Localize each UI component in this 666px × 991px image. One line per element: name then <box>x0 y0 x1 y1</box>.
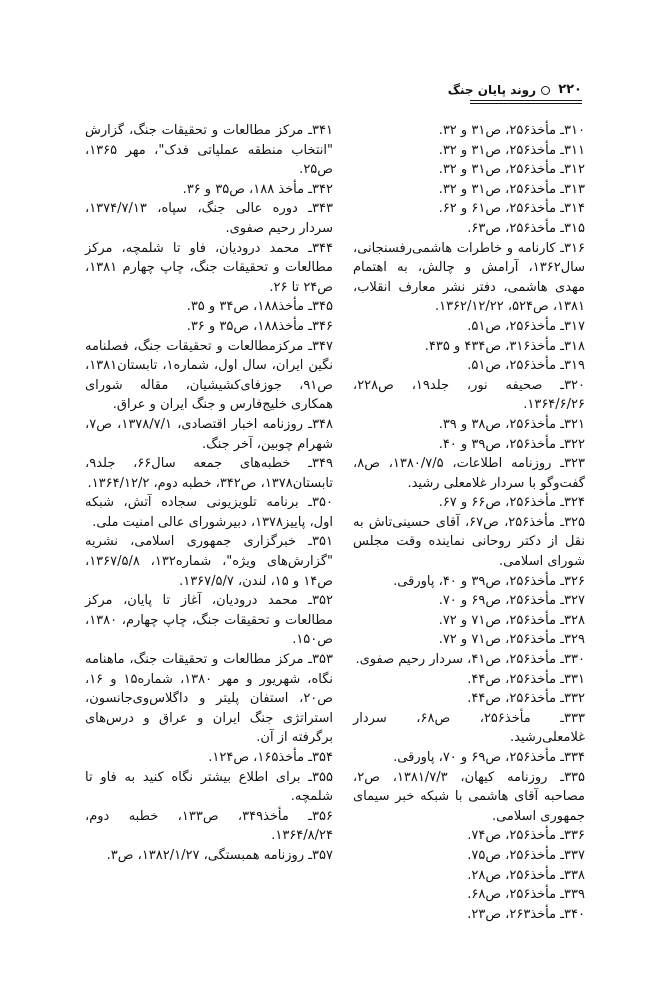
endnote-entry: ۳۳۶ـ مأخذ۲۵۶، ص۷۴. <box>467 828 585 844</box>
endnote-entry: ۳۴۱ـ مرکز مطالعات و تحقیقات جنگ، گزارش "انتخاب منطقه عملیاتی فدک"، مهر ۱۳۶۵، ص۲۵. <box>85 123 333 178</box>
endnote-entry: ۳۳۹ـ مأخذ۲۵۶، ص۶۸. <box>467 887 585 903</box>
endnote-entry: ۳۱۸ـ مأخذ۳۱۶، ص۴۳۴ و ۴۳۵. <box>424 338 585 354</box>
endnote-entry: ۳۴۰ـ مأخذ۲۶۳، ص۲۳. <box>467 906 585 922</box>
endnote-entry: ۳۴۶ـ مأخذ۱۸۸، ص۳۵ و ۳۶. <box>186 318 333 334</box>
endnote-entry: ۳۴۹ـ خطبه‌های جمعه سال۶۶، جلد۹، تابستان۱۳۷۸، ص۳۴۲، خطبه دوم، ۱۳۶۴/۱۲/۲. <box>85 456 333 491</box>
endnote-entry: ۳۲۸ـ مأخذ۲۵۶، ص۷۱ و ۷۲. <box>438 612 585 628</box>
endnote-entry: ۳۱۷ـ مأخذ۲۵۶، ص۵۱. <box>467 318 585 334</box>
endnote-entry: ۳۵۴ـ مأخذ۱۶۵، ص۱۲۴. <box>208 750 333 765</box>
endnote-entry: ۳۱۱ـ مأخذ۲۵۶، ص۳۱ و ۳۲. <box>438 142 585 158</box>
endnote-entry: ۳۴۷ـ مرکزمطالعات و تحقیقات جنگ، فصلنامه نگین ایران، سال اول، شماره۱، تابستان۱۳۸۱، ص۹۱، جوزفای‌کشیشیان، مقاله شورای همکاری خلیج‌فارس و جنگ ایران و عراق. <box>85 338 333 413</box>
page-number: ۲۲۰ <box>558 82 582 97</box>
endnote-entry: ۳۱۴ـ مأخذ۲۵۶، ص۶۱ و ۶۲. <box>438 201 585 217</box>
endnote-entry: ۳۲۳ـ روزنامه اطلاعات، ۱۳۸۰/۷/۵، ص۸، گفت‌وگو با سردار غلامعلی رشید. <box>353 456 586 491</box>
endnotes-right-column <box>353 121 585 924</box>
chapter-title: روند پایان جنگ <box>447 83 536 97</box>
endnote-entry: ۳۵۶ـ مأخذ۳۴۹، ص۱۳۳، خطبه دوم، ۱۳۶۴/۸/۲۴. <box>85 808 333 844</box>
endnote-entry: ۳۳۰ـ مأخذ۲۵۶، ص۴۱، سردار رحیم صفوی. <box>355 652 585 668</box>
endnote-entry: ۳۵۵ـ برای اطلاع بیشتر نگاه کنید به فاو تا شلمچه. <box>85 769 333 805</box>
endnote-entry: ۳۲۵ـ مأخذ۲۵۶، ص۶۷، آقای حسینی‌تاش به نقل از دکتر روحانی نماینده وقت مجلس شورای اسلامی. <box>353 514 586 570</box>
endnote-entry: ۳۱۲ـ مأخذ۲۵۶، ص۳۱ و ۳۲. <box>438 162 585 178</box>
endnote-entry: ۳۳۱ـ مأخذ۲۵۶، ص۴۴. <box>467 671 585 687</box>
endnote-entry: ۳۳۳ـ مأخذ۲۵۶، ص۶۸، سردار غلامعلی‌رشید. <box>353 710 585 746</box>
endnote-entry: ۳۳۲ـ مأخذ۲۵۶، ص۴۴. <box>467 691 585 707</box>
endnote-entry: ۳۲۹ـ مأخذ۲۵۶، ص۷۱ و ۷۲. <box>438 632 585 648</box>
header-double-rule <box>470 100 582 104</box>
endnote-entry: ۳۱۶ـ کارنامه و خاطرات هاشمی‌رفسنجانی، سال۱۳۶۲، آرامش و چالش، به اهتمام مهدی هاشمی، دفتر نشر معارف انقلاب، ۱۳۸۱، ص۵۲۴، ۱۳۶۲/۱۲/۲۲. <box>353 240 585 315</box>
endnote-entry: ۳۲۶ـ مأخذ۲۵۶، ص۳۹ و ۴۰، پاورقی. <box>393 573 585 589</box>
endnote-entry: ۳۱۳ـ مأخذ۲۵۶، ص۳۱ و ۳۲. <box>438 181 585 197</box>
endnote-entry: ۳۵۷ـ روزنامه همبستگی، ۱۳۸۲/۱/۲۷، ص۳. <box>106 847 333 863</box>
endnote-entry: ۳۵۳ـ مرکز مطالعات و تحقیقات جنگ، ماهنامه نگاه، شهریور و مهر ۱۳۸۰، شماره۱۵ و ۱۶، ص۲۰، استفان پلیتر و داگلاس‌وی‌جانسون، استراتژی جنگ ایران و عراق و درس‌های برگرفته از آن. <box>85 652 334 746</box>
endnote-entry: ۳۴۴ـ محمد درودیان، فاو تا شلمچه، مرکز مطالعات و تحقیقات جنگ، چاپ چهارم ۱۳۸۱، ص۲۴ تا ۲۶. <box>85 240 333 295</box>
endnote-entry: ۳۳۵ـ روزنامه کیهان، ۱۳۸۱/۷/۳، ص۲، مصاحبه آقای هاشمی با شبکه خبر سیمای جمهوری اسلامی. <box>353 769 586 824</box>
endnote-entry: ۳۲۴ـ مأخذ۲۵۶، ص۶۶ و ۶۷. <box>438 495 585 511</box>
endnote-entry: ۳۳۸ـ مأخذ۲۵۶، ص۲۸. <box>467 867 585 883</box>
endnote-entry: ۳۱۹ـ مأخذ۲۵۶، ص۵۱. <box>467 358 585 374</box>
endnote-entry: ۳۳۷ـ مأخذ۲۵۶، ص۷۵. <box>467 847 585 863</box>
running-header <box>447 82 582 102</box>
endnotes-left-column <box>85 121 333 866</box>
endnote-entry: ۳۲۰ـ صحیفه نور، جلد۱۹، ص۲۲۸، ۱۳۶۴/۶/۲۶. <box>353 377 586 413</box>
endnote-entry: ۳۴۵ـ مأخذ۱۸۸، ص۳۴ و ۳۵. <box>186 299 333 315</box>
endnote-entry: ۳۳۴ـ مأخذ۲۵۶، ص۶۹ و ۷۰، پاورقی. <box>393 750 585 765</box>
endnote-entry: ۳۱۵ـ مأخذ۲۵۶، ص۶۳. <box>467 220 585 236</box>
endnote-entry: ۳۲۱ـ مأخذ۲۵۶، ص۳۸ و ۳۹. <box>438 416 585 432</box>
endnote-entry: ۳۱۰ـ مأخذ۲۵۶، ص۳۱ و ۳۲. <box>438 123 585 138</box>
endnote-entry: ۳۲۲ـ مأخذ۲۵۶، ص۳۹ و ۴۰. <box>438 436 585 452</box>
endnote-entry: ۳۵۱ـ خبرگزاری جمهوری اسلامی، نشریه "گزارش‌های ویژه"، شماره۱۳۲، ۱۳۶۷/۵/۸، ص۱۴ و ۱۵، لندن، ۱۳۶۷/۵/۷. <box>85 534 334 589</box>
endnote-entry: ۳۵۰ـ برنامه تلویزیونی سجاده آتش، شبکه اول، پاییز۱۳۷۸، دبیرشورای عالی امنیت ملی. <box>85 495 333 530</box>
endnote-entry: ۳۴۳ـ دوره عالی جنگ، سپاه، ۱۳۷۴/۷/۱۳، سردار رحیم صفوی. <box>85 201 333 236</box>
endnote-entry: ۳۵۲ـ محمد درودیان، آغاز تا پایان، مرکز مطالعات و تحقیقات جنگ، چاپ چهارم، ۱۳۸۰، ص۱۵۰. <box>85 593 333 648</box>
endnote-entry: ۳۴۸ـ روزنامه اخبار اقتصادی، ۱۳۷۸/۷/۱، ص۷، شهرام چوبین، آخر جنگ. <box>85 416 334 452</box>
endnote-entry: ۳۴۲ـ مأخذ ۱۸۸، ص۳۵ و ۳۶. <box>182 181 333 197</box>
endnote-entry: ۳۲۷ـ مأخذ۲۵۶، ص۶۹ و ۷۰. <box>438 593 585 609</box>
circle-bullet-icon <box>541 86 550 95</box>
